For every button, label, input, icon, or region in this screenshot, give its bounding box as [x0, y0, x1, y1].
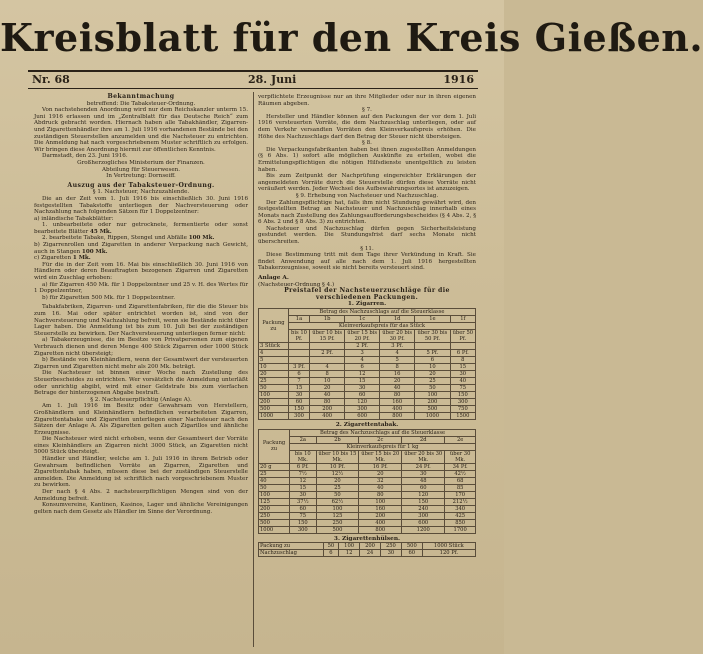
table-cell: 15 [450, 364, 475, 371]
table-cell: 62½ [316, 498, 359, 505]
table-row [259, 543, 476, 550]
table-cell: 12 [339, 550, 360, 557]
table-cell: 170 [445, 491, 476, 498]
table-cell: 500 [259, 406, 289, 413]
column-divider [253, 92, 254, 647]
table-row [259, 343, 476, 350]
annex-title: Preistafel der Nachsteuerzuschläge für die verschiedenen Packungen. [284, 287, 450, 301]
table-cell: 50 [323, 543, 339, 550]
table-header-row [259, 443, 476, 450]
announcement-subject: betreffend: Die Tabaksteuer-Ordnung. [86, 100, 196, 107]
table-cell: 20 [259, 371, 289, 378]
column-header-cell: 1a [288, 316, 309, 323]
table-cell: 75 [290, 512, 316, 519]
table-cell: 6 [415, 357, 450, 364]
table-cell: 20 [316, 477, 359, 484]
table-cell: 10 Pf. [316, 463, 359, 470]
table-cell: 4 [380, 350, 415, 357]
table-cell: 3 Pf. [288, 364, 309, 371]
signature: In Vertretung: Dornseiff. [106, 173, 176, 180]
table-cell: 4 [345, 357, 380, 364]
table-cell: 300 [402, 512, 445, 519]
table-cell: 125 [316, 512, 359, 519]
price-range-cell: über 10 bis 15 Pf. [310, 330, 345, 343]
table-cell: 50 [316, 491, 359, 498]
paragraph: Tabakfabriken, Zigarren- und Zigarettenfabriken, für die die Steuer bis zum 16. Mai oder später entrichtet worden ist, sind von der Nachversteuerung und Nachzahlung befreit, wenn sie Bestände nicht über Lager haben. Die Anmeldung ist bis zum 10. Juli bei der zuständigen Steuerstelle zu bewirken. Der Nachversteuerung unterliegen ferner nicht: [34, 304, 248, 337]
table-cell: 3 Pf. [380, 343, 415, 350]
table-cell: 10 [310, 378, 345, 385]
table-cell: 40 [310, 392, 345, 399]
annex-reference: (Nachsteuer-Ordnung § 4.) [258, 281, 335, 288]
table-cell: 2 Pf. [310, 350, 345, 357]
table-row [259, 371, 476, 378]
price-range-cell: bis 10 Pf. [288, 330, 309, 343]
table-cell: 20 [415, 371, 450, 378]
table-cell: 200 [415, 399, 450, 406]
table-cell: 100 [415, 392, 450, 399]
table-cell: 30 [290, 491, 316, 498]
table-cell: 37½ [290, 498, 316, 505]
table-cell: 8 [450, 357, 475, 364]
table-cell: 6 [288, 371, 309, 378]
table-cell: 100 [259, 491, 290, 498]
table-row [259, 526, 476, 533]
table-cell: 60 [288, 399, 309, 406]
table-cell: 40 [380, 385, 415, 392]
table-cell: 3 Stück [259, 343, 289, 350]
table-cell: 16 [380, 371, 415, 378]
table-cell: 7½ [290, 470, 316, 477]
column-header-cell: 2e [445, 436, 476, 443]
table-header-row [259, 450, 476, 463]
table-cell: 40 [259, 477, 290, 484]
cigarette-tobacco-surcharge-table [258, 429, 476, 534]
paragraph: Nachsteuer und Nachzuschlag dürfen gegen Sicherheitsleistung gestundet werden. Die Stundungsfrist darf sechs Monate nicht überschreiten. [258, 225, 476, 246]
table-row [259, 378, 476, 385]
price-range-cell: über 10 bis 15 Mk. [316, 450, 359, 463]
table-cell: 125 [259, 498, 290, 505]
issue-line [28, 72, 478, 88]
paragraph: verpflichtete Erzeugnisse nur an ihre Mitglieder oder nur in ihren eigenen Räumen abgeben. [258, 94, 476, 107]
section-11-heading: § 11. [360, 245, 374, 252]
paragraph: Am 1. Juli 1916 im Besitz oder Gewahrsam von Herstellern, Großhändlern und Kleinhändlern befindlichen verarbeiteten Zigarren, Zigarettentabake und Zigaretten unterliegen einer Nachsteuer nach den Sätzen der Anlage A. Als Zigaretten gelten auch Zigarillos und ähnliche Erzeugnisse. [34, 403, 248, 436]
table-cell: 25 [316, 484, 359, 491]
table-cell: 1000 Stück [422, 543, 475, 550]
table-row [259, 519, 476, 526]
table-cell: 4 [259, 350, 289, 357]
table-cell: 6 [345, 364, 380, 371]
table-cell [288, 357, 309, 364]
table-cell: 300 [345, 406, 380, 413]
paragraph: Konsumvereine, Kantinen, Kasinos, Lager und ähnliche Vereinigungen gelten nach dem Gesetz als Händler im Sinne der Verordnung. [34, 502, 248, 515]
table-row [259, 385, 476, 392]
table-cell: 30 [402, 470, 445, 477]
issue-date: 28. Juni [248, 73, 297, 86]
ministry: Großherzogliches Ministerium der Finanzen. [77, 159, 205, 166]
paragraph: Hersteller und Händler können auf den Packungen der vor dem 1. Juli 1916 versteuerten Vorräte, die dem Nachzuschlag unterliegen, oder auf dem Verkehr versandten Vorräten den Kleinverkaufspreis erhöhen. Die Höhe des Nachzuschlags darf den Betrag der Steuer nicht übersteigen. [258, 113, 476, 140]
table-header-row [259, 436, 476, 443]
table-cell: 800 [380, 413, 415, 420]
price-range-cell: über 30 Mk. [445, 450, 476, 463]
column-header-cell: 1c [345, 316, 380, 323]
table-row [259, 399, 476, 406]
table-2-section: 2. Zigarettentabak. [335, 422, 399, 428]
section-7-heading: § 7. [362, 107, 372, 114]
group-header-cell: Betrag des Nachzuschlags auf die Steuerklasse [288, 309, 475, 316]
paragraph: Für die in der Zeit vom 16. Mai bis einschließlich 30. Juni 1916 von Händlern oder deren Beauftragten bezogenen Zigarren und Zigaretten wird ein Zuschlag erhoben: [34, 261, 248, 282]
table-cell: 120 [345, 399, 380, 406]
price-range-cell: über 50 Pf. [450, 330, 475, 343]
column-header-cell: 1f [450, 316, 475, 323]
table-row [259, 463, 476, 470]
table-cell: 1700 [445, 526, 476, 533]
table-header-row [259, 330, 476, 343]
table-cell: 160 [359, 505, 402, 512]
table-row [259, 550, 476, 557]
table-cell: 120 [402, 491, 445, 498]
price-range-cell: über 20 bis 30 Pf. [380, 330, 415, 343]
table-cell: 1000 [259, 413, 289, 420]
table-cell: 500 [401, 543, 422, 550]
table-cell: 6 Pf. [290, 463, 316, 470]
table-cell: 6 [323, 550, 339, 557]
table-row [259, 491, 476, 498]
table-cell: 100 [359, 498, 402, 505]
table-cell: 1200 [402, 526, 445, 533]
table-cell [288, 343, 309, 350]
table-3-section: 3. Zigarettenhülsen. [333, 535, 401, 542]
table-cell: 1000 [259, 526, 290, 533]
price-range-cell: über 15 bis 20 Pf. [345, 330, 380, 343]
table-cell: 48 [402, 477, 445, 484]
table-cell: 425 [445, 512, 476, 519]
list-item: 2. bearbeitete Tabake, Rippen, Stengel und Abfälle 100 Mk. [42, 235, 215, 242]
masthead-title: Kreisblatt für den Kreis Gießen. [0, 15, 703, 60]
table-cell: 42½ [445, 470, 476, 477]
table-cell: 250 [259, 512, 290, 519]
table-header-row [259, 429, 476, 436]
table-cell: 100 [259, 392, 289, 399]
table-cell: 60 [290, 505, 316, 512]
table-cell: 400 [380, 406, 415, 413]
announcement-intro: Von nachstehenden Anordnung wird nur dem Reichskanzler unterm 15. Juni 1916 erlassen und im „Zentralblatt für das Deutsche Reich“ zum Abdruck gebracht worden. Hiernach haben alle Tabakhändler, Zigarren- und Zigarettenhändler ihre am 1. Juli 1916 vorhandenen Bestände bei den zuständigen Steuerstellen anzumelden und die Nachsteuer zu entrichten. Die Anmeldung hat nach vorgeschriebenem Muster schriftlich zu erfolgen. Wir bringen diese Anordnung hiermit zur öffentlichen Kenntnis. [34, 107, 248, 153]
table-cell: 120 Pf. [422, 550, 475, 557]
column-header-cell: 2b [316, 436, 359, 443]
paragraph: Der nach § 4 Abs. 2 nachsteuerpflichtigen Mengen sind von der Anmeldung befreit. [34, 489, 248, 502]
place-date: Darmstadt, den 23. Juni 1916. [42, 153, 128, 160]
table-cell: 250 [380, 543, 401, 550]
list-item: a) für Zigarren 450 Mk. für 1 Doppelzentner und 25 v. H. des Wertes für 1 Doppelzentner, [34, 281, 248, 295]
price-range-cell: über 30 bis 50 Pf. [415, 330, 450, 343]
table-cell: 4 [310, 364, 345, 371]
table-row [259, 512, 476, 519]
column-header-cell: 2d [402, 436, 445, 443]
cigar-surcharge-table [258, 308, 476, 420]
table-cell: 150 [450, 392, 475, 399]
table-cell: 34 Pf. [445, 463, 476, 470]
table-cell: 25 [259, 378, 289, 385]
table-cell: 150 [288, 406, 309, 413]
table-cell: 400 [310, 413, 345, 420]
table-cell: 750 [450, 406, 475, 413]
table-cell: 300 [290, 526, 316, 533]
table-cell: 24 Pf. [402, 463, 445, 470]
table-cell: 160 [380, 399, 415, 406]
table-cell: 150 [402, 498, 445, 505]
table-cell: 85 [445, 484, 476, 491]
table-cell: 12 [290, 477, 316, 484]
table-cell: 5 Pf. [415, 350, 450, 357]
table-cell: 250 [316, 519, 359, 526]
table-cell: 24 [360, 550, 381, 557]
table-cell: 30 [288, 392, 309, 399]
table-cell: 30 [380, 550, 401, 557]
table-cell: 340 [445, 505, 476, 512]
paragraph: Die Verpackungsfabrikanten haben bei ihnen zugestellten Anmeldungen (§ 6 Abs. 1) sofort alle möglichen Auskünfte zu erteilen, wobei die Ermittelungspflichtigen die nötigen Hilfsdienste unentgeltlich zu leisten haben. [258, 146, 476, 173]
issue-rule [28, 88, 478, 89]
sub-header-cell: Kleinverkaufspreis für das Stück [288, 323, 475, 330]
table-cell: 200 [259, 505, 290, 512]
table-cell: 400 [359, 519, 402, 526]
table-cell: 300 [450, 399, 475, 406]
table-cell: 6 Pf. [450, 350, 475, 357]
section-1-heading: § 1. Nachsteuer, Nachzuzahlende. [92, 189, 190, 196]
table-cell: 10 [415, 364, 450, 371]
column-header-cell: 2c [359, 436, 402, 443]
table-cell: 15 [288, 385, 309, 392]
list-item: c) Zigaretten 1 Mk. [34, 255, 91, 262]
list-item: a) inländische Tabakblätter: [34, 215, 114, 222]
table-cell: Packung zu [259, 543, 324, 550]
paragraph: Diese Bestimmung tritt mit dem Tage ihrer Verkündung in Kraft. Sie findet Anwendung auf alle nach dem 1. Juli 1916 hergestellten Tabakerzeugnisse, soweit sie nicht bereits versteuert sind. [258, 252, 476, 272]
price-range-cell: über 15 bis 20 Mk. [359, 450, 402, 463]
table-row [259, 406, 476, 413]
table-cell: 80 [359, 491, 402, 498]
table-cell: 5 [380, 357, 415, 364]
table-cell: 12½ [316, 470, 359, 477]
table-row [259, 350, 476, 357]
table-cell: 600 [402, 519, 445, 526]
issue-year: 1916 [443, 73, 474, 86]
table-cell [310, 357, 345, 364]
table-cell: 200 [310, 406, 345, 413]
table-cell: 25 [259, 470, 290, 477]
price-range-cell: bis 10 Mk. [290, 450, 316, 463]
table-cell: 1500 [450, 413, 475, 420]
list-item: b) Zigarrenrollen und Zigaretten in anderer Verpackung nach Gewicht, auch in Stangen 100 Mk. [34, 242, 248, 255]
table-cell: 850 [445, 519, 476, 526]
table-cell: 5 [259, 357, 289, 364]
announcement-heading: Bekanntmachung [107, 93, 175, 100]
table-cell: 15 [345, 378, 380, 385]
table-header-row [259, 309, 476, 316]
table-cell: 16 Pf. [359, 463, 402, 470]
section-9-heading: § 9. Erhebung von Nachsteuer und Nachzuschlag. [295, 192, 439, 199]
table-1-section: 1. Zigarren. [347, 301, 387, 308]
table-cell: 32 [359, 477, 402, 484]
table-cell [310, 343, 345, 350]
column-header-cell: 1d [380, 316, 415, 323]
table-row [259, 357, 476, 364]
table-cell: 150 [290, 519, 316, 526]
table-cell: 3 [345, 350, 380, 357]
table-cell: 600 [345, 413, 380, 420]
table-cell [415, 343, 450, 350]
paragraph: Die Nachsteuer wird nicht erhoben, wenn der Gesamtwert der Vorräte eines Kleinhändlers an Zigarren nicht 3000 Stück, an Zigaretten nicht 5000 Stück übersteigt. [34, 436, 248, 456]
row-header-cell: Packung zu [259, 429, 290, 463]
column-header-cell: 1b [310, 316, 345, 323]
table-cell: 500 [415, 406, 450, 413]
table-cell: 1000 [415, 413, 450, 420]
table-cell: 30 [345, 385, 380, 392]
table-cell: 800 [359, 526, 402, 533]
paragraph: Bis zum Zeitpunkt der Nachprüfung eingereichter Erklärungen der angemeldeten Vorräte durch die Steuerstelle dürfen diese Vorräte nicht veräußert werden. Jeder Wechsel des Aufbewahrungsortes ist anzuzeigen. [258, 173, 476, 193]
table-cell: 80 [310, 399, 345, 406]
table-cell: 30 [450, 371, 475, 378]
table-cell: 240 [402, 505, 445, 512]
table-cell: 68 [445, 477, 476, 484]
table-cell: 20 [380, 378, 415, 385]
table-cell: 20 g [259, 463, 290, 470]
table-cell: 50 [259, 385, 289, 392]
paragraph: Der Zahlungspflichtige hat, falls ihm nicht Stundung gewährt wird, den festgestellten Betrag an Nachsteuer und Nachzuschlag innerhalb eines Monats nach Zustellung des Zahlungsaufforderungsbescheides (§ 4 Abs. 2, § 6 Abs. 2 und § 8 Abs. 3) zu entrichten. [258, 199, 476, 226]
table-row [259, 364, 476, 371]
paragraph: Die Nachsteuer ist binnen einer Woche nach Zustellung des Steuerbescheides zu entrichten. Wer vorsätzlich die Anmeldung unterläßt oder unrichtig abgibt, wird mit einer Geldstrafe bis zum vierfachen Betrage der hinterzogenen Abgabe bestraft. [34, 370, 248, 397]
table-cell [288, 350, 309, 357]
table-cell: 100 [316, 505, 359, 512]
table-cell: 80 [380, 392, 415, 399]
table-cell: 200 [359, 512, 402, 519]
table-cell [450, 343, 475, 350]
table-row [259, 498, 476, 505]
column-header-cell: 1e [415, 316, 450, 323]
table-cell: 500 [316, 526, 359, 533]
table-cell: 75 [450, 385, 475, 392]
table-cell: 100 [339, 543, 360, 550]
table-row [259, 505, 476, 512]
table-cell: 212½ [445, 498, 476, 505]
paragraph: Die an der Zeit vom 1. Juli 1916 bis einschließlich 30. Juni 1916 festgestellten Tabakstoffe unterliegen der Nachversteuerung oder Nachzahlung nach folgenden Sätzen für 1 Doppelzentner: [34, 195, 248, 216]
table-cell: 7 [288, 378, 309, 385]
sub-header-cell: Kleinverkaufspreis für 1 kg [290, 443, 476, 450]
annex-label: Anlage A. [258, 275, 289, 282]
list-item: b) Bestände von Kleinhändlern, wenn der Gesamtwert der versteuerten Zigarren und Zigaretten nicht mehr als 200 Mk. beträgt. [34, 357, 248, 370]
table-row [259, 484, 476, 491]
department: Abteilung für Steuerwesen. [101, 166, 181, 173]
table-row [259, 392, 476, 399]
table-cell: 200 [259, 399, 289, 406]
group-header-cell: Betrag des Nachzuschlags auf die Steuerklasse [290, 429, 476, 436]
table-cell: 20 [310, 385, 345, 392]
table-cell: 8 [380, 364, 415, 371]
table-cell: 12 [345, 371, 380, 378]
table-cell: 60 [402, 484, 445, 491]
table-header-row [259, 316, 476, 323]
table-cell: 200 [360, 543, 381, 550]
table-cell: 500 [259, 519, 290, 526]
list-item: b) für Zigaretten 500 Mk. für 1 Doppelzentner. [42, 294, 175, 301]
section-8-heading: § 8. [362, 140, 372, 147]
table-cell: 25 [415, 378, 450, 385]
list-item: a) Tabakerzeugnisse, die im Besitze von Privatpersonen zum eigenen Verbrauch dienen und deren Menge 400 Stück Zigarren oder 1000 Stück Zigaretten nicht übersteigt; [34, 337, 248, 357]
table-cell: 8 [310, 371, 345, 378]
table-cell: 40 [450, 378, 475, 385]
table-cell: 40 [359, 484, 402, 491]
table-cell: 50 [259, 484, 290, 491]
right-column [258, 94, 476, 557]
table-cell: 300 [288, 413, 309, 420]
row-header-cell: Packung zu [259, 309, 289, 343]
table-row [259, 470, 476, 477]
list-item: 1. unbearbeitete oder nur getrocknete, fermentierte oder sonst bearbeitete Blätter 45 Mk. [34, 222, 248, 235]
table-cell: 20 [359, 470, 402, 477]
table-cell: Nachzuschlag [259, 550, 324, 557]
column-header-cell: 2a [290, 436, 316, 443]
table-row [259, 413, 476, 420]
table-cell: 60 [401, 550, 422, 557]
table-row [259, 477, 476, 484]
paragraph: Händler und Händler, welche am 1. Juli 1916 in ihrem Betrieb oder Gewahrsam befindlichen Vorräte an Zigarren, Zigaretten und Zigarettentabak haben, müssen diese bei der zuständigen Steuerstelle anmelden. Die Anmeldung ist schriftlich nach vorgeschriebenem Muster zu bewirken. [34, 456, 248, 489]
table-cell: 2 Pf. [345, 343, 380, 350]
section-2-heading: § 2. Nachsteuerpflichtig (Anlage A). [90, 396, 192, 403]
left-column [34, 94, 248, 515]
table-header-row [259, 323, 476, 330]
table-cell: 15 [290, 484, 316, 491]
table-cell: 10 [259, 364, 289, 371]
excerpt-title: Auszug aus der Tabaksteuer-Ordnung. [67, 181, 215, 189]
price-range-cell: über 20 bis 30 Mk. [402, 450, 445, 463]
table-cell: 60 [345, 392, 380, 399]
issue-number: Nr. 68 [32, 73, 70, 86]
cigarette-tubes-surcharge-table [258, 542, 476, 557]
table-cell: 50 [415, 385, 450, 392]
